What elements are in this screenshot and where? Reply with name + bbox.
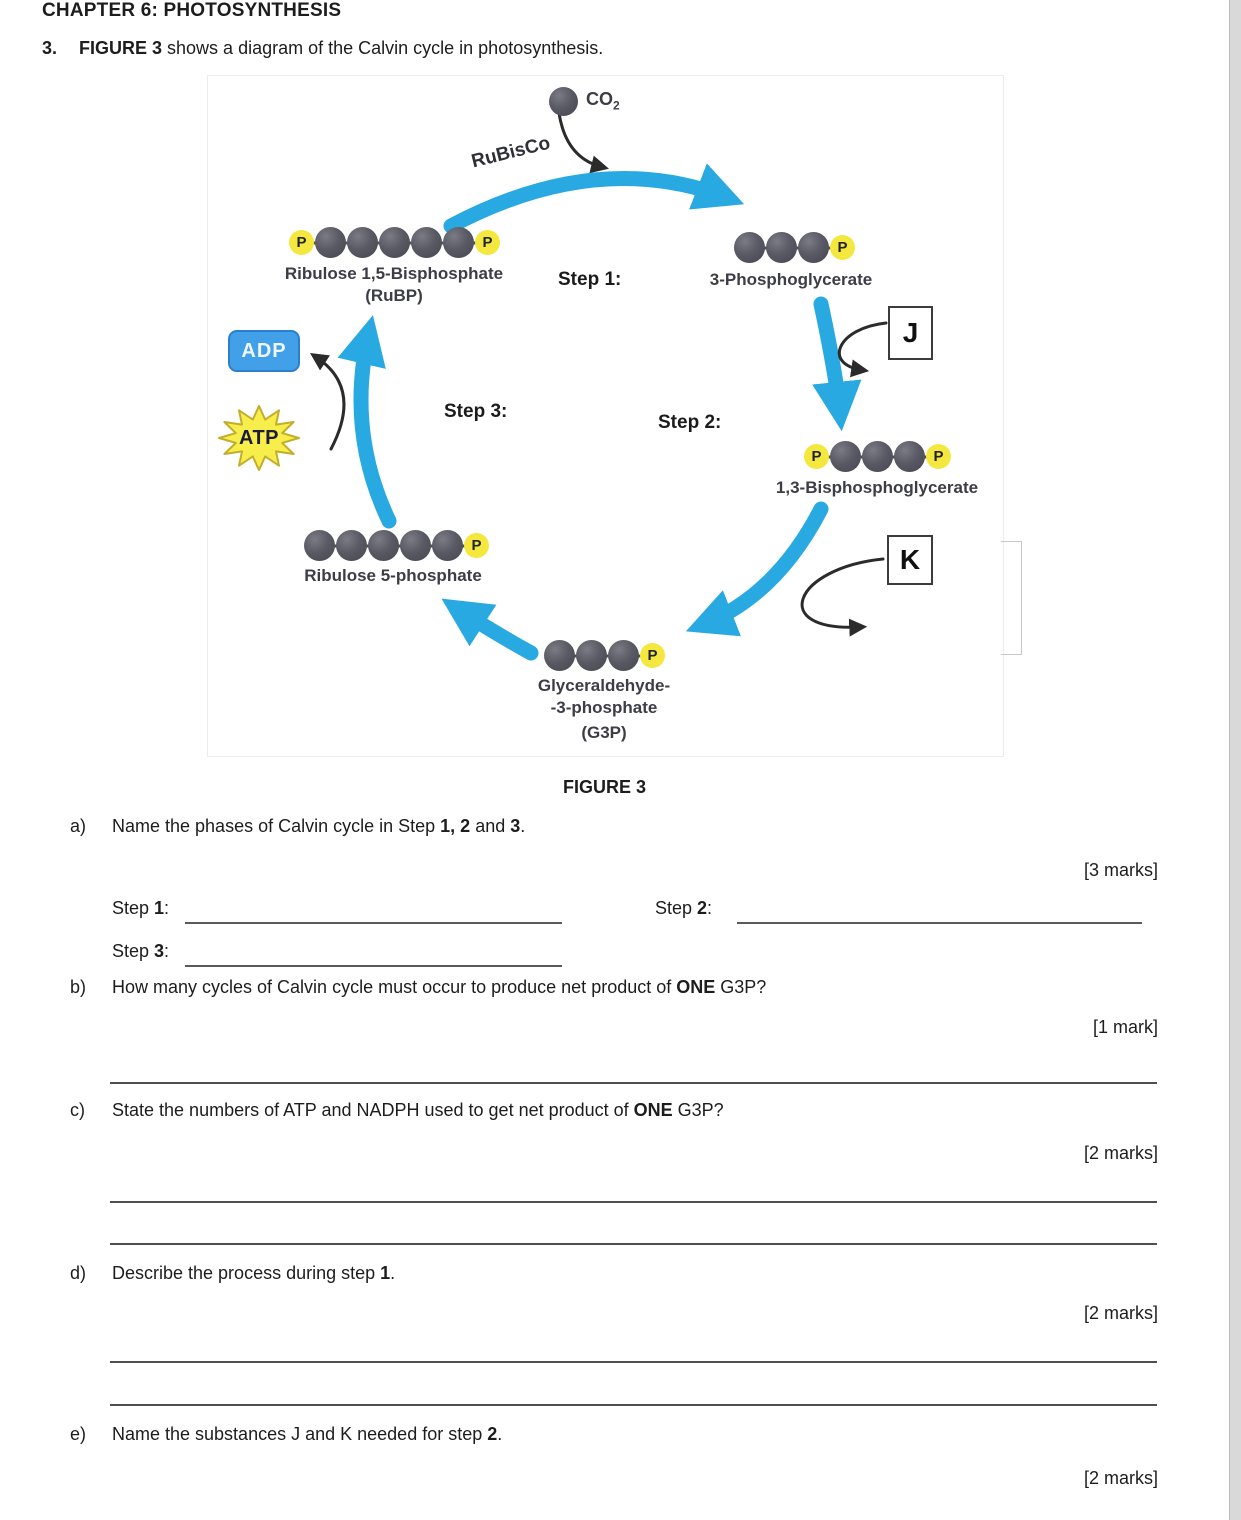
question-intro-text: FIGURE 3 shows a diagram of the Calvin cycle in photosynthesis. xyxy=(79,38,604,58)
arrow-3pg-to-13bpg xyxy=(821,304,840,414)
carbon-node xyxy=(798,232,829,263)
answer-line xyxy=(110,1384,1157,1406)
question-d xyxy=(0,1263,1241,1284)
molecule-r5p xyxy=(304,530,489,561)
molecule-g3p xyxy=(544,640,665,671)
molecule-g3p-label: Glyceraldehyde- -3-phosphate (G3P) xyxy=(537,676,671,742)
molecule-rubp-label: Ribulose 1,5-Bisphosphate (RuBP) xyxy=(284,264,504,305)
scrollbar-track[interactable] xyxy=(1229,0,1241,1520)
molecule-3pg xyxy=(734,232,855,263)
question-d-id: d) xyxy=(70,1263,87,1283)
step3-label: Step 3: xyxy=(444,401,508,422)
carbon-node xyxy=(368,530,399,561)
step2-label: Step 2: xyxy=(658,412,722,433)
adp-label: ADP xyxy=(241,339,287,362)
arrow-g3p-to-r5p xyxy=(456,608,531,653)
question-e xyxy=(0,1424,1241,1445)
calvin-cycle-figure xyxy=(207,75,1004,757)
phosphate-node: P xyxy=(289,230,314,255)
figure-caption: FIGURE 3 xyxy=(562,777,646,797)
answer-blank-step1 xyxy=(185,898,562,924)
question-e-id: e) xyxy=(70,1424,87,1444)
arrow-atp-to-adp xyxy=(316,357,344,449)
question-intro xyxy=(42,38,603,59)
adp-badge xyxy=(228,330,300,372)
substance-j-box xyxy=(888,306,933,360)
molecule-3pg-label: 3-Phosphoglycerate xyxy=(709,270,873,289)
phosphate-node: P xyxy=(475,230,500,255)
carbon-node xyxy=(830,441,861,472)
phosphate-node: P xyxy=(464,533,489,558)
answer-blank-step3 xyxy=(185,941,562,967)
arrow-step1-rubp-to-3pg xyxy=(451,178,728,226)
question-a xyxy=(0,816,1241,837)
carbon-node xyxy=(766,232,797,263)
answer-label-step1: Step 1: xyxy=(112,898,170,918)
question-a-id: a) xyxy=(70,816,87,836)
answer-line xyxy=(110,1181,1157,1203)
carbon-node xyxy=(379,227,410,258)
substance-k-box xyxy=(887,535,933,585)
right-bracket-shape xyxy=(1001,541,1022,655)
answer-line xyxy=(110,1223,1157,1245)
question-d-text: Describe the process during step 1. xyxy=(112,1263,396,1283)
answer-blank-step2 xyxy=(737,898,1142,924)
answer-label-step2: Step 2: xyxy=(655,898,713,918)
carbon-node xyxy=(894,441,925,472)
atp-label: ATP xyxy=(238,426,279,449)
question-a-text: Name the phases of Calvin cycle in Step 1, 2 and 3. xyxy=(112,816,526,836)
co2-label: $CO_2$ xyxy=(586,89,620,113)
phosphate-node: P xyxy=(830,235,855,260)
carbon-node xyxy=(443,227,474,258)
molecule-r5p-label: Ribulose 5-phosphate xyxy=(304,566,482,585)
question-c-text: State the numbers of ATP and NADPH used to get net product of ONE G3P? xyxy=(112,1100,724,1120)
carbon-node xyxy=(315,227,346,258)
substance-j-label: J xyxy=(902,317,919,348)
co2-carbon-node xyxy=(549,87,578,116)
arrow-substance-j-input xyxy=(839,323,886,370)
substance-k-label: K xyxy=(899,544,921,575)
carbon-node xyxy=(347,227,378,258)
phosphate-node: P xyxy=(926,444,951,469)
carbon-node xyxy=(544,640,575,671)
question-b-marks: [1 mark] xyxy=(1092,1017,1158,1037)
carbon-node xyxy=(734,232,765,263)
question-e-text: Name the substances J and K needed for step 2. xyxy=(112,1424,503,1444)
phosphate-node: P xyxy=(640,643,665,668)
question-e-marks: [2 marks] xyxy=(1083,1468,1158,1488)
carbon-node xyxy=(400,530,431,561)
carbon-node xyxy=(411,227,442,258)
question-b xyxy=(0,977,1241,998)
step1-label: Step 1: xyxy=(558,269,622,290)
answer-label-step3: Step 3: xyxy=(112,941,170,961)
carbon-node xyxy=(336,530,367,561)
molecule-13bpg xyxy=(804,441,951,472)
carbon-node xyxy=(576,640,607,671)
arrow-substance-k-input xyxy=(802,559,883,627)
carbon-node xyxy=(608,640,639,671)
question-a-marks: [3 marks] xyxy=(1083,860,1158,880)
rubisco-label: RuBisCo xyxy=(469,132,553,173)
question-number: 3. xyxy=(42,38,58,58)
carbon-node xyxy=(432,530,463,561)
chapter-title: CHAPTER 6: PHOTOSYNTHESIS xyxy=(42,0,342,21)
question-c xyxy=(0,1100,1241,1121)
question-b-id: b) xyxy=(70,977,87,997)
molecule-rubp xyxy=(289,227,500,258)
phosphate-node: P xyxy=(804,444,829,469)
arrow-step3-r5p-to-rubp xyxy=(361,332,389,521)
carbon-node xyxy=(304,530,335,561)
answer-line xyxy=(110,1341,1157,1363)
question-d-marks: [2 marks] xyxy=(1083,1303,1158,1323)
carbon-node xyxy=(862,441,893,472)
question-b-text: How many cycles of Calvin cycle must occur to produce net product of ONE G3P? xyxy=(112,977,767,997)
question-c-id: c) xyxy=(70,1100,85,1120)
molecule-13bpg-label: 1,3-Bisphosphoglycerate xyxy=(775,478,979,497)
answer-line xyxy=(110,1062,1157,1084)
atp-starburst xyxy=(217,402,301,474)
question-c-marks: [2 marks] xyxy=(1083,1143,1158,1163)
